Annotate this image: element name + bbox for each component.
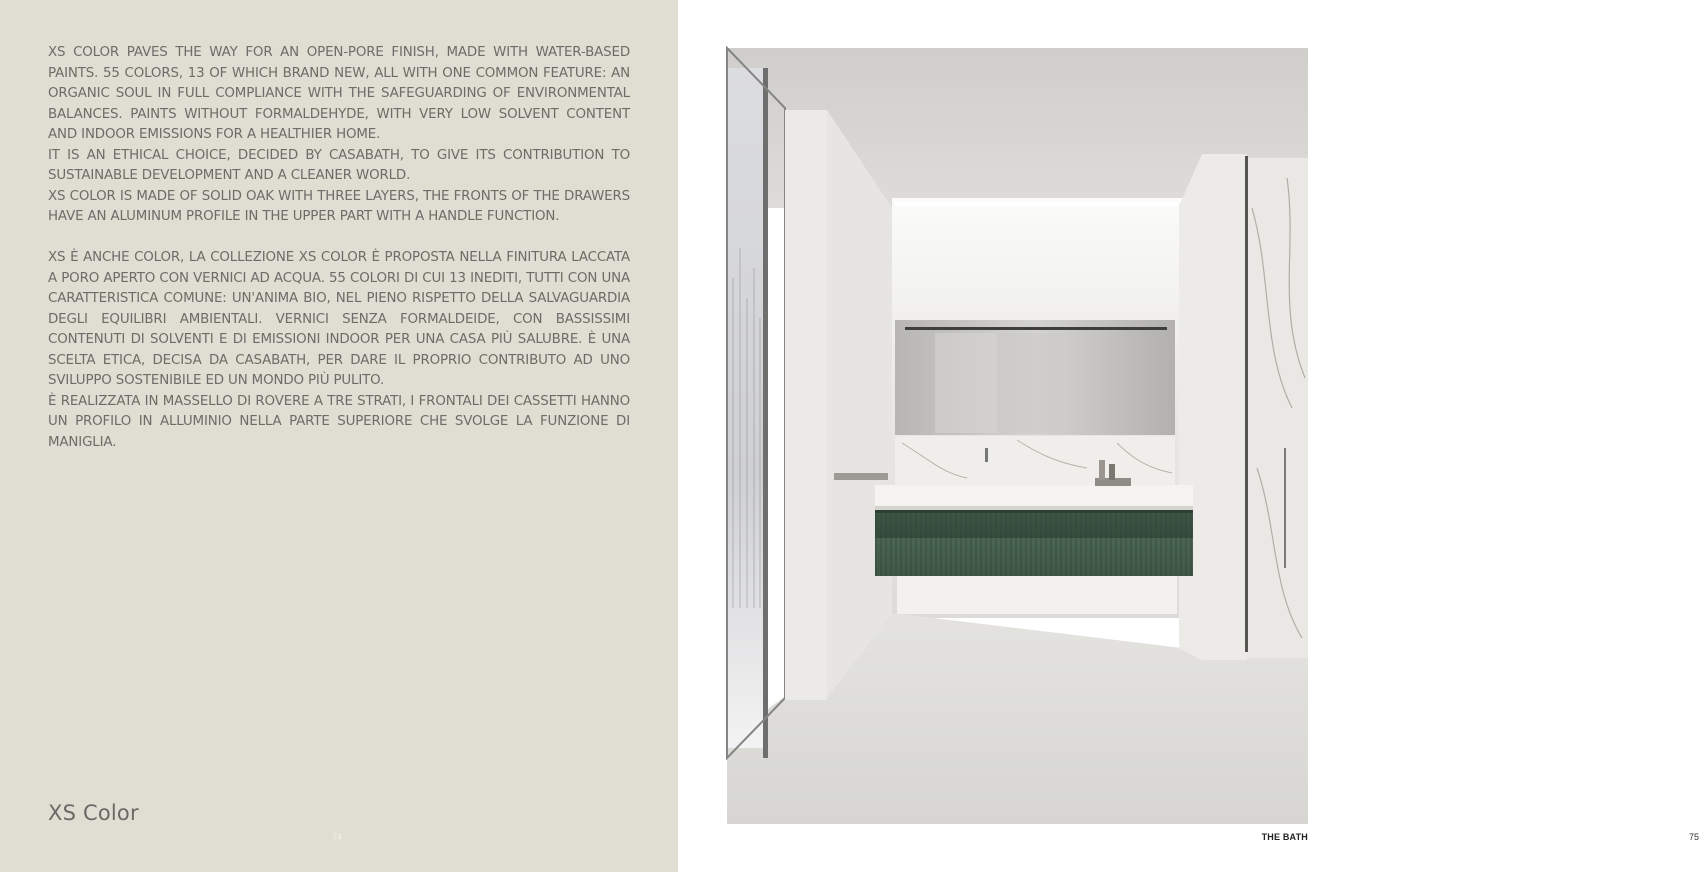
countertop-edge <box>875 506 1193 510</box>
mirror-rail <box>905 327 1167 330</box>
bottle <box>1109 464 1115 480</box>
paragraph-gap <box>48 228 630 249</box>
shower-marble <box>1247 158 1308 658</box>
window-frame <box>763 68 768 758</box>
light-strip <box>895 202 1178 206</box>
section-title: XS Color <box>48 801 139 825</box>
english-paragraph: XS COLOR PAVES THE WAY FOR AN OPEN-PORE FINISH, MADE WITH WATER-BASED PAINTS. 55 COLORS, 13 OF WHICH BRAND NEW, ALL WITH ONE COMMON FEATURE: AN ORGANIC SOUL IN FULL COMPLIANCE WITH THE SAFEGUARDING OF ENVIRONMENTAL BALANCES. PAINTS WITHOUT FORMALDEHYDE, WITH VERY LOW SOLVENT CONTENT AND INDOOR EMISSIONS FOR A HEALTHIER HOME. <box>48 45 630 142</box>
page-number-right: 75 <box>1689 832 1699 842</box>
vanity-drawer <box>875 510 1193 576</box>
english-paragraph: XS COLOR IS MADE OF SOLID OAK WITH THREE LAYERS, THE FRONTS OF THE DRAWERS HAVE AN ALUMINUM PROFILE IN THE UPPER PART WITH A HANDLE FUNCTION. <box>48 188 630 224</box>
left-page <box>0 0 678 872</box>
page-number-left: 74 <box>332 832 343 842</box>
faucet <box>985 448 988 462</box>
english-paragraph: IT IS AN ETHICAL CHOICE, DECIDED BY CASABATH, TO GIVE ITS CONTRIBUTION TO SUSTAINABLE DEVELOPMENT AND A CLEANER WORLD. <box>48 147 630 183</box>
towel-bar <box>834 473 888 480</box>
bathroom-photo <box>727 48 1308 824</box>
backsplash <box>895 436 1175 486</box>
italian-paragraph: XS È ANCHE COLOR, LA COLLEZIONE XS COLOR È PROPOSTA NELLA FINITURA LACCATA A PORO APERTO CON VERNICI AD ACQUA. 55 COLORI DI CUI 13 INEDITI, TUTTI CON UNA CARATTERISTICA COMUNE: UN'ANIMA BIO, NEL PIENO RISPETTO DELLA SALVAGUARDIA DEGLI EQUILIBRI AMBIENTALI. VERNICI SENZA FORMALDEIDE, CON BASSISSIMI CONTENUTI DI SOLVENTI E DI EMISSIONI INDOOR PER UNA CASA PIÙ SALUBRE. È UNA SCELTA ETICA, DECISA DA CASABATH, PER DARE IL PROPRIO CONTRIBUTO AD UNO SVILUPPO SOSTENIBILE ED UN MONDO PIÙ PULITO. <box>48 250 630 388</box>
mirror-reflection <box>999 333 1061 433</box>
section-label: THE BATH <box>1261 832 1308 842</box>
italian-paragraph: È REALIZZATA IN MASSELLO DI ROVERE A TRE STRATI, I FRONTALI DEI CASSETTI HANNO UN PROFILO IN ALLUMINIO NELLA PARTE SUPERIORE CHE SVOLGE LA FUNZIONE DI MANIGLIA. <box>48 393 630 450</box>
body-text <box>48 43 630 453</box>
under-glow <box>897 576 1177 614</box>
right-pier <box>1179 154 1247 660</box>
shower-frame <box>1245 156 1248 652</box>
countertop <box>875 485 1193 509</box>
mirror-reflection <box>935 333 997 433</box>
left-pier <box>785 110 827 700</box>
bottle <box>1099 460 1105 480</box>
vanity-profile <box>875 510 1193 513</box>
